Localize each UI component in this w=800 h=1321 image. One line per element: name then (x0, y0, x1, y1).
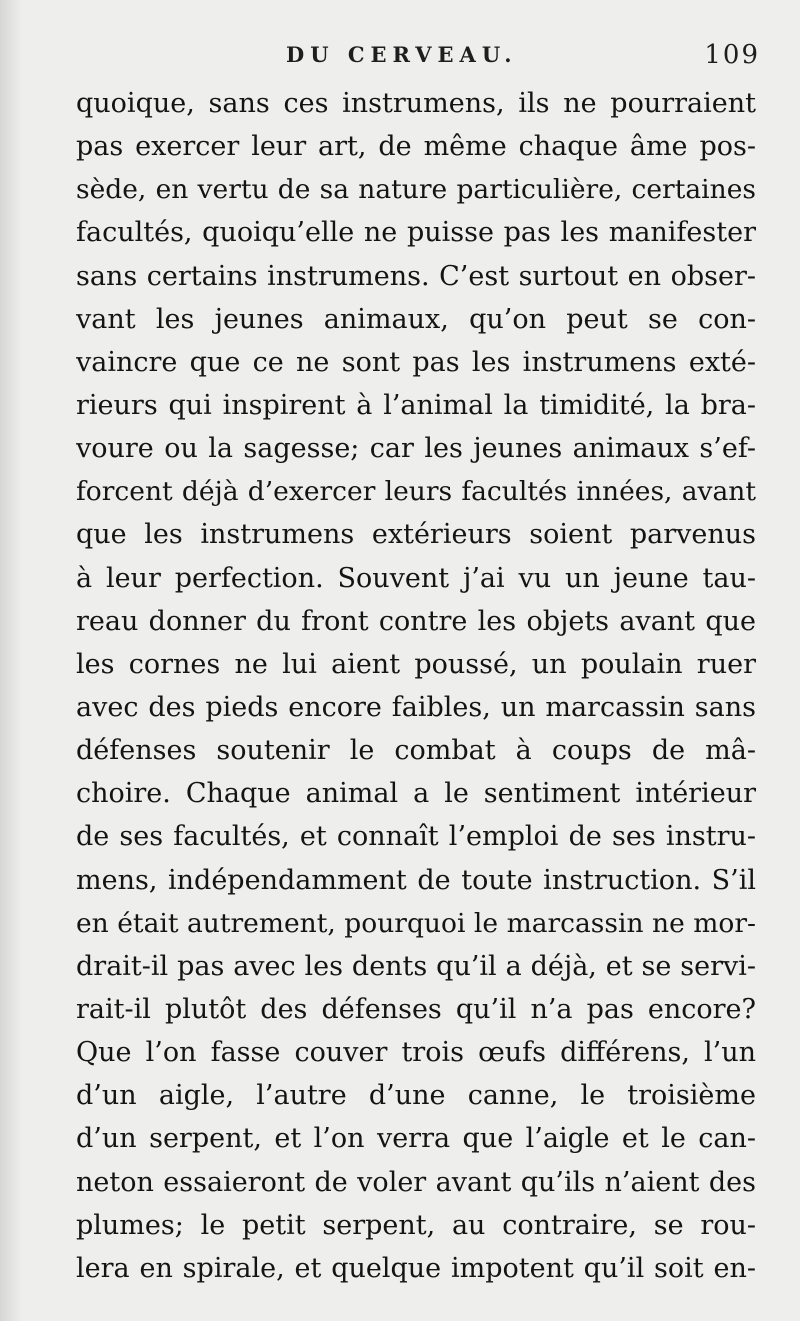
text-line: d’un aigle, l’autre d’une canne, le troisième (76, 1080, 756, 1112)
text-line: rait-il plutôt des défenses qu’il n’a pas encore? (76, 993, 756, 1025)
text-line: de ses facultés, et connaît l’emploi de ses instru- (76, 821, 756, 853)
text-line: vant les jeunes animaux, qu’on peut se con- (76, 303, 756, 335)
body-text (76, 82, 756, 1290)
text-line: drait-il pas avec les dents qu’il a déjà, et se servi- (76, 950, 756, 982)
text-line: quoique, sans ces instrumens, ils ne pourraient (76, 88, 756, 119)
text-line: sans certains instrumens. C’est surtout en obser- (76, 260, 756, 292)
text-line: neton essaieront de voler avant qu’ils n’aient des (76, 1166, 756, 1198)
text-line: sède, en vertu de sa nature particulière, certaines (76, 174, 756, 206)
gutter-shadow (0, 0, 22, 1321)
text-line: Que l’on fasse couver trois œufs différens, l’un (76, 1037, 756, 1069)
text-line: que les instrumens extérieurs soient parvenus (76, 519, 756, 551)
text-line: en était autrement, pourquoi le marcassin ne mor- (76, 907, 756, 939)
running-title: DU CERVEAU. (286, 42, 518, 67)
text-line: défenses soutenir le combat à coups de mâ- (76, 735, 756, 767)
text-line: les cornes ne lui aient poussé, un poulain ruer (76, 648, 756, 680)
text-line: vaincre que ce ne sont pas les instrumens exté- (76, 346, 756, 378)
text-line: rieurs qui inspirent à l’animal la timidité, la bra- (76, 389, 756, 421)
running-head (0, 36, 800, 80)
text-line: pas exercer leur art, de même chaque âme pos- (76, 131, 756, 163)
text-line: mens, indépendamment de toute instruction. S’il (76, 864, 756, 896)
text-line: d’un serpent, et l’on verra que l’aigle et le can- (76, 1123, 756, 1155)
text-line: à leur perfection. Souvent j’ai vu un jeune tau- (76, 562, 756, 594)
text-line: avec des pieds encore faibles, un marcassin sans (76, 691, 756, 723)
text-line: plumes; le petit serpent, au contraire, se rou- (76, 1209, 756, 1241)
page-number: 109 (704, 40, 760, 70)
text-line: lera en spirale, et quelque impotent qu’il soit en- (76, 1252, 756, 1284)
text-line: forcent déjà d’exercer leurs facultés innées, avant (76, 476, 756, 508)
text-line: voure ou la sagesse; car les jeunes animaux s’ef- (76, 433, 756, 465)
text-line: reau donner du front contre les objets avant que (76, 605, 756, 637)
text-line: choire. Chaque animal a le sentiment intérieur (76, 778, 756, 810)
text-line: facultés, quoiqu’elle ne puisse pas les manifester (76, 217, 756, 249)
